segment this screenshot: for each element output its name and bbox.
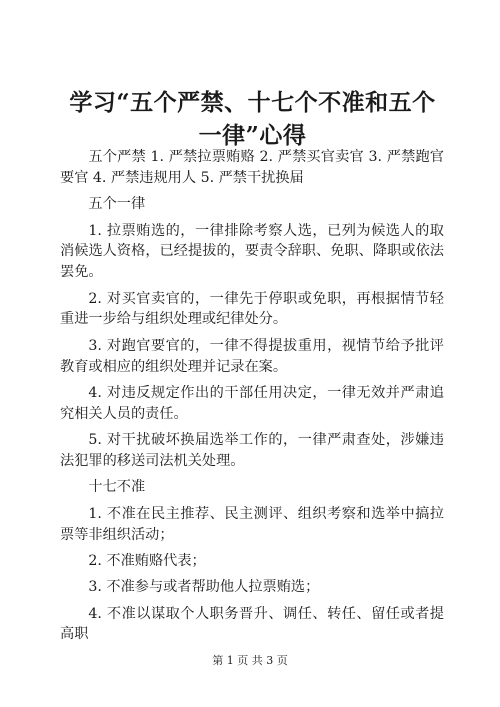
heading-five-always: 五个一律 [88, 196, 146, 213]
paragraph-always-1: 1. 拉票贿选的，一律排除考察人选，已列为候选人的取消候选人资格，已经提拔的，要责令辞职、免职、降职或依法罢免。 [60, 222, 444, 281]
heading-seventeen-rules: 十七不准 [88, 479, 146, 496]
paragraph-always-5: 5. 对干扰破坏换届选举工作的，一律严肃查处，涉嫌违法犯罪的移送司法机关处理。 [60, 432, 444, 469]
paragraph-five-prohibitions: 五个严禁 1. 严禁拉票贿赂 2. 严禁买官卖官 3. 严禁跑官要官 4. 严禁违规用人 5. 严禁干扰换届 [60, 149, 444, 186]
paragraph-always-3: 3. 对跑官要官的，一律不得提拔重用，视情节给予批评教育或相应的组织处理并记录在案。 [60, 337, 444, 375]
document-body [60, 147, 444, 645]
paragraph-always-2: 2. 对买官卖官的，一律先于停职或免职，再根据情节轻重进一步给与组织处理或纪律处分。 [60, 290, 444, 328]
document-title: 学习“五个严禁、十七个不准和五个一律”心得 [69, 89, 436, 149]
paragraph-rule-4: 4. 不准以谋取个人职务晋升、调任、转任、留任或者提高职 [60, 605, 444, 643]
paragraph-rule-2: 2. 不准贿赂代表； [88, 552, 206, 569]
paragraph-rule-3: 3. 不准参与或者帮助他人拉票贿选； [88, 579, 320, 596]
page-footer: 第 1 页 共 3 页 [212, 654, 288, 667]
paragraph-always-4: 4. 对违反规定作出的干部任用决定，一律无效并严肃追究相关人员的责任。 [60, 384, 444, 422]
paragraph-rule-1: 1. 不准在民主推荐、民主测评、组织考察和选举中搞拉票等非组织活动； [60, 505, 444, 543]
